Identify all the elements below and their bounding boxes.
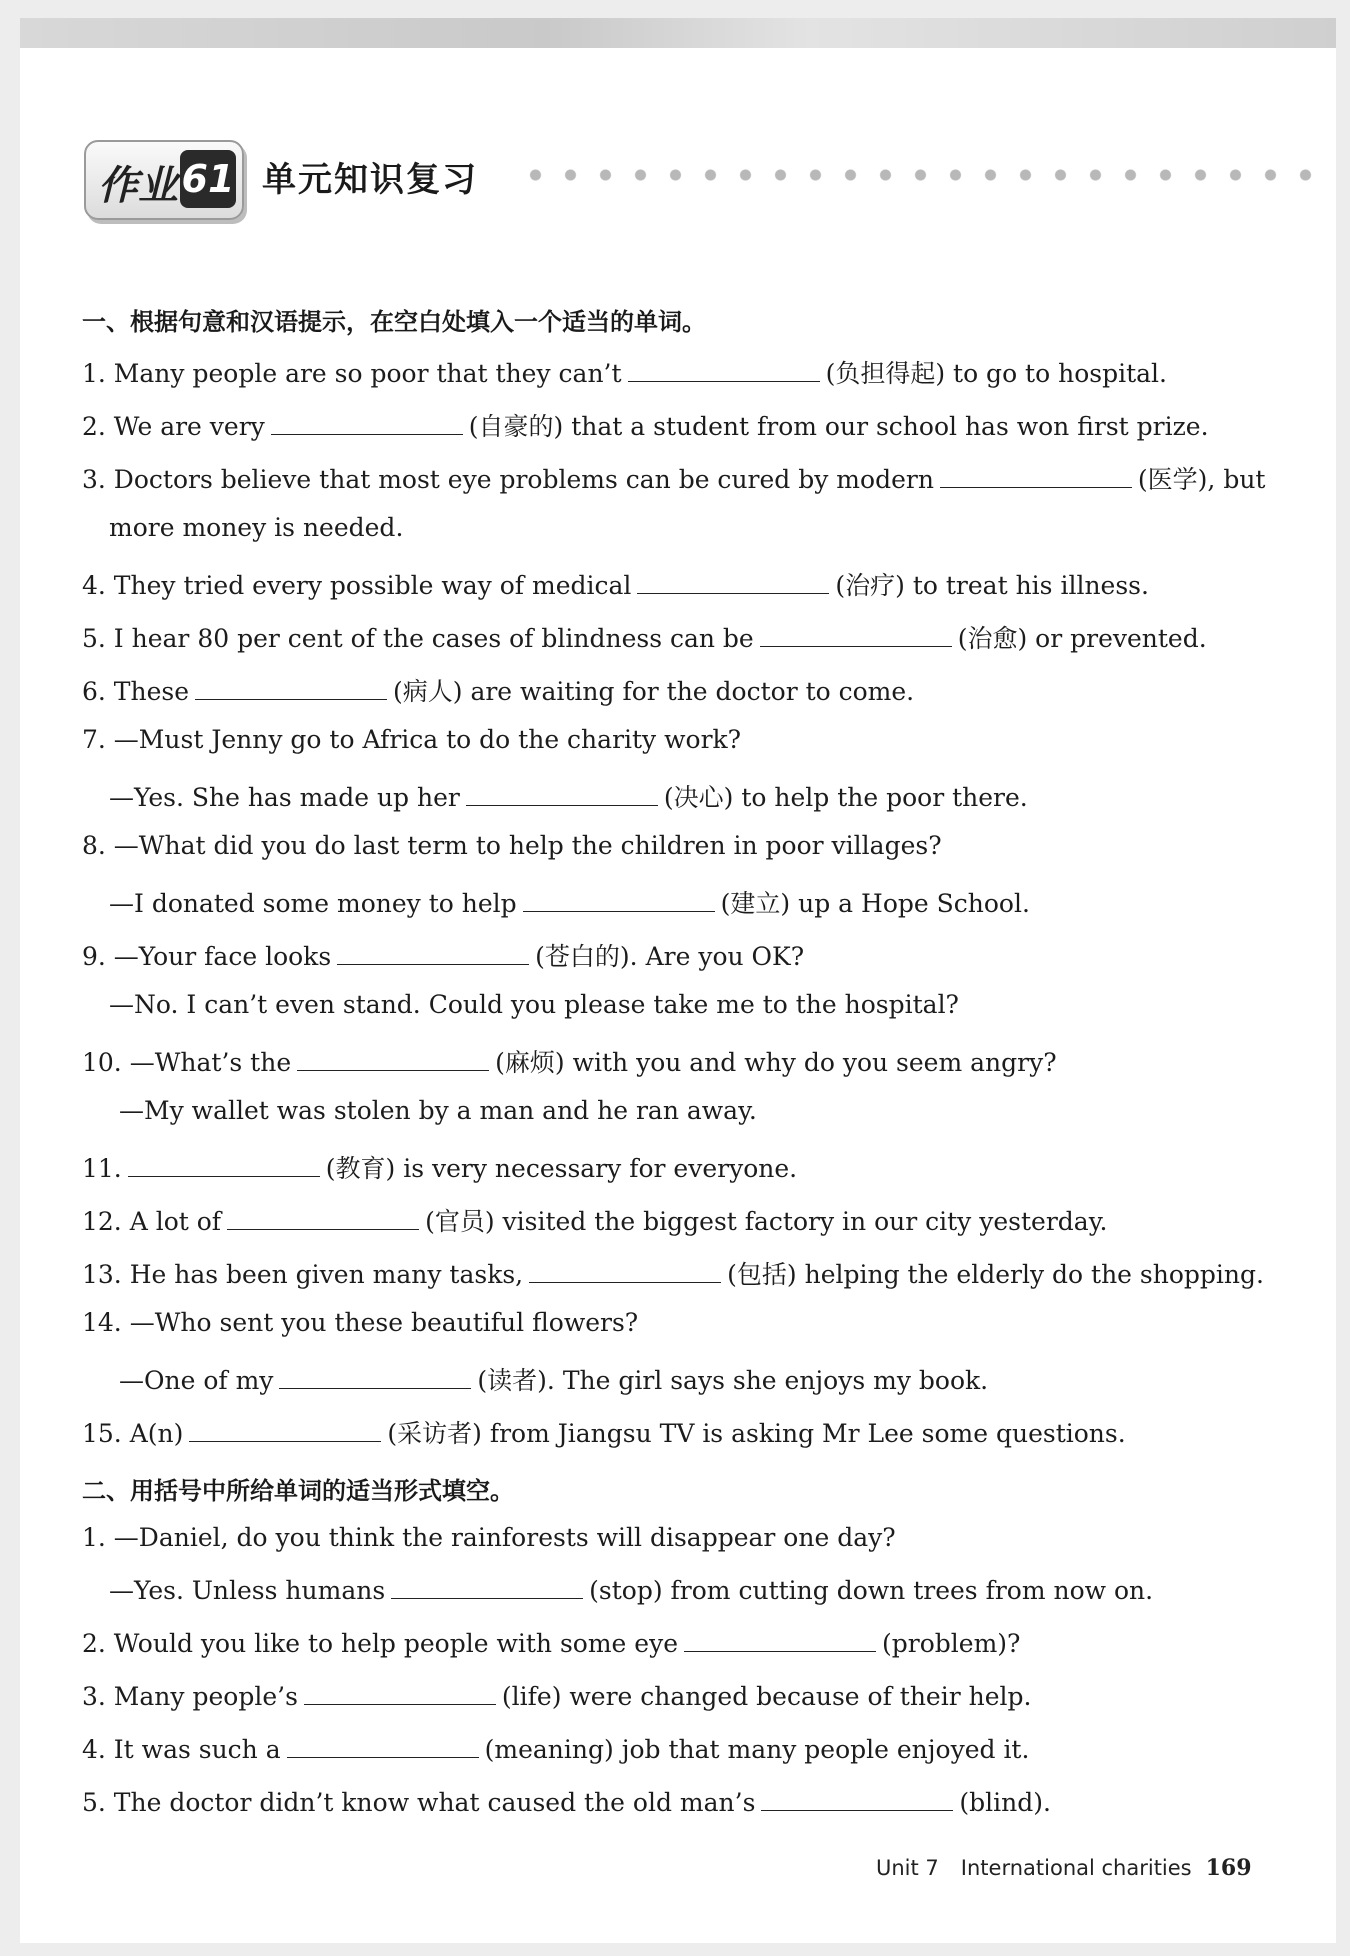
exercise-line: 2. Would you like to help people with some eye (problem)?	[82, 1629, 1021, 1658]
answer-blank[interactable]	[227, 1211, 419, 1230]
exercise-line: 4. They tried every possible way of medical (治疗) to treat his illness.	[82, 571, 1149, 600]
page-title: 单元知识复习	[262, 160, 478, 200]
answer-blank[interactable]	[287, 1739, 479, 1758]
dotted-rule	[518, 168, 1333, 182]
answer-blank[interactable]	[637, 575, 829, 594]
answer-blank[interactable]	[279, 1370, 471, 1389]
exercise-line: 4. It was such a (meaning) job that many people enjoyed it.	[82, 1735, 1030, 1764]
answer-blank[interactable]	[271, 416, 463, 435]
page-number: 169	[1205, 1855, 1252, 1881]
exercise-line: —I donated some money to help (建立) up a Hope School.	[109, 889, 1030, 918]
exercise-line: —Yes. She has made up her (决心) to help the poor there.	[109, 783, 1028, 812]
exercise-line: 15. A(n) (采访者) from Jiangsu TV is asking Mr Lee some questions.	[82, 1419, 1126, 1448]
section-1-title: 一、根据句意和汉语提示，在空白处填入一个适当的单词。	[82, 308, 706, 336]
answer-blank[interactable]	[529, 1264, 721, 1283]
exercise-line: 12. A lot of (官员) visited the biggest factory in our city yesterday.	[82, 1207, 1108, 1236]
exercise-line: —Yes. Unless humans (stop) from cutting down trees from now on.	[109, 1576, 1154, 1605]
answer-blank[interactable]	[628, 363, 820, 382]
exercise-line: 1. —Daniel, do you think the rainforests will disappear one day?	[82, 1523, 896, 1552]
homework-badge	[84, 140, 244, 220]
exercise-line: 5. The doctor didn’t know what caused the old man’s (blind).	[82, 1788, 1051, 1817]
answer-blank[interactable]	[523, 893, 715, 912]
page-footer	[876, 1855, 1252, 1881]
answer-blank[interactable]	[195, 681, 387, 700]
exercise-line: 3. Doctors believe that most eye problems can be cured by modern (医学), but	[82, 465, 1266, 494]
answer-blank[interactable]	[466, 787, 658, 806]
footer-title: International charities	[960, 1856, 1192, 1880]
badge-number: 61	[180, 150, 236, 208]
exercise-line: 6. These (病人) are waiting for the doctor to come.	[82, 677, 915, 706]
exercise-line: 13. He has been given many tasks, (包括) helping the elderly do the shopping.	[82, 1260, 1264, 1289]
exercise-line: —No. I can’t even stand. Could you please take me to the hospital?	[109, 990, 959, 1019]
badge-label: 作业	[98, 163, 178, 209]
answer-blank[interactable]	[297, 1052, 489, 1071]
exercise-line: 2. We are very (自豪的) that a student from our school has won first prize.	[82, 412, 1209, 441]
answer-blank[interactable]	[761, 1792, 953, 1811]
answer-blank[interactable]	[684, 1633, 876, 1652]
section-2-title: 二、用括号中所给单词的适当形式填空。	[82, 1477, 514, 1505]
answer-blank[interactable]	[189, 1423, 381, 1442]
exercise-line: —My wallet was stolen by a man and he ran away.	[119, 1096, 757, 1125]
footer-unit: Unit 7	[876, 1856, 939, 1880]
answer-blank[interactable]	[128, 1158, 320, 1177]
exercise-line: 7. —Must Jenny go to Africa to do the charity work?	[82, 725, 742, 754]
answer-blank[interactable]	[304, 1686, 496, 1705]
answer-blank[interactable]	[940, 469, 1132, 488]
answer-blank[interactable]	[760, 628, 952, 647]
answer-blank[interactable]	[391, 1580, 583, 1599]
exercise-line: —One of my (读者). The girl says she enjoys my book.	[119, 1366, 989, 1395]
answer-blank[interactable]	[337, 946, 529, 965]
exercise-line: 10. —What’s the (麻烦) with you and why do you seem angry?	[82, 1048, 1057, 1077]
exercise-line: 5. I hear 80 per cent of the cases of blindness can be (治愈) or prevented.	[82, 624, 1207, 653]
exercise-line: more money is needed.	[109, 513, 404, 542]
exercise-line: 11. (教育) is very necessary for everyone.	[82, 1154, 798, 1183]
exercise-line: 3. Many people’s (life) were changed because of their help.	[82, 1682, 1032, 1711]
exercise-line: 1. Many people are so poor that they can’t (负担得起) to go to hospital.	[82, 359, 1167, 388]
exercise-line: 9. —Your face looks (苍白的). Are you OK?	[82, 942, 805, 971]
exercise-line: 8. —What did you do last term to help the children in poor villages?	[82, 831, 942, 860]
exercise-line: 14. —Who sent you these beautiful flowers?	[82, 1308, 639, 1337]
